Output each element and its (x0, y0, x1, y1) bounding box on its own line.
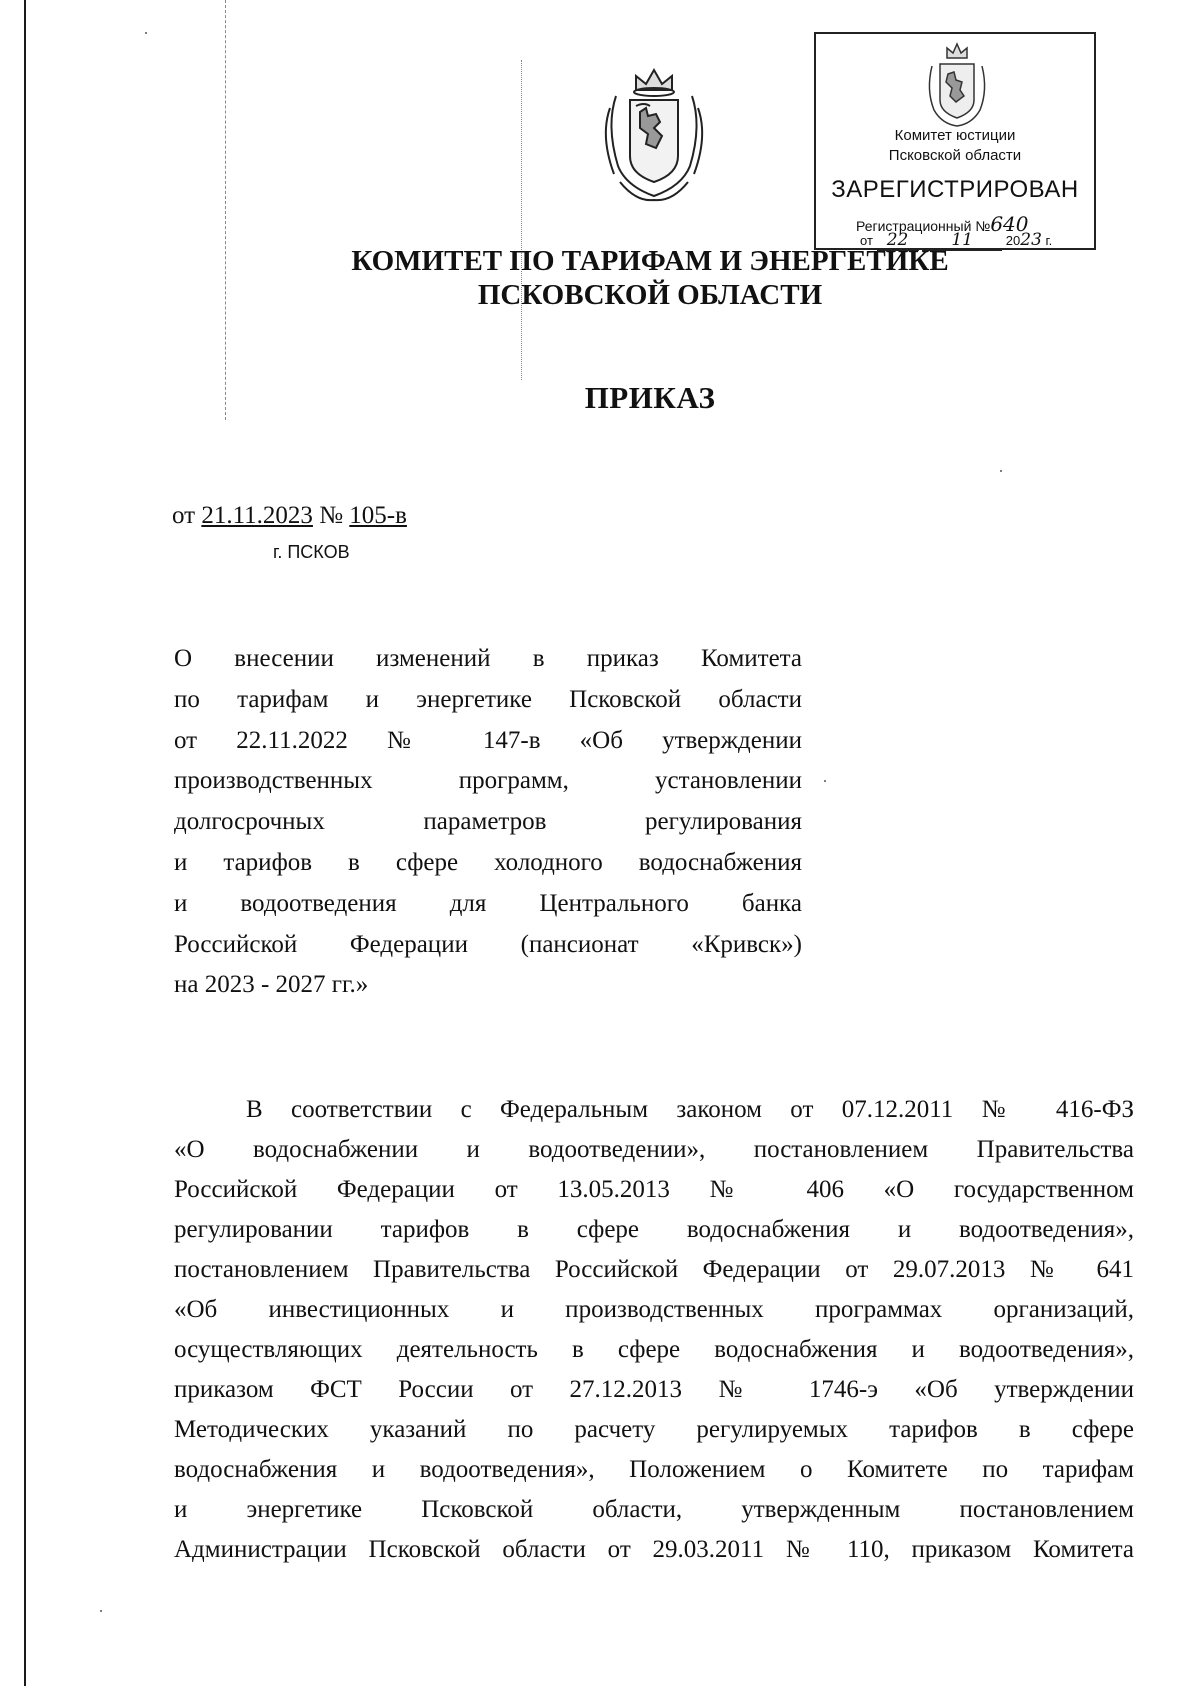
subject-line: производственных программ, установлении (174, 767, 802, 795)
scan-artifact-dotted-line (521, 60, 522, 380)
stamp-date-day: 22 (877, 230, 919, 251)
stamp-date-year-prefix: 20 (1005, 233, 1021, 248)
coat-of-arms-emblem (596, 56, 712, 206)
order-date: 21.11.2023 (201, 502, 313, 529)
scan-speck (100, 1610, 102, 1612)
order-body (174, 1090, 1134, 1570)
body-line: осуществляющих деятельность в сфере водоснабжения и водоотведения», (174, 1336, 1134, 1363)
stamp-org-line-2: Псковской области (888, 147, 1022, 164)
subject-line: на 2023 - 2027 гг.» (174, 971, 369, 999)
subject-line: по тарифам и энергетике Псковской области (174, 685, 802, 713)
stamp-status: ЗАРЕГИСТРИРОВАН (831, 176, 1079, 203)
registration-stamp (814, 32, 1096, 250)
scan-speck (1000, 470, 1002, 472)
committee-name-line-1: КОМИТЕТ ПО ТАРИФАМ И ЭНЕРГЕТИКЕ (351, 245, 949, 277)
body-line: В соответствии с Федеральным законом от 07.12.2011 № 416-ФЗ (246, 1096, 1134, 1123)
body-line: водоснабжения и водоотведения», Положением о Комитете по тарифам (174, 1456, 1134, 1483)
order-city: г. ПСКОВ (273, 542, 350, 562)
subject-line: Российской Федерации (пансионат «Кривск») (174, 930, 802, 958)
subject-line: и тарифов в сфере холодного водоснабжения (174, 848, 802, 876)
order-subject (174, 639, 802, 1006)
order-number: 105-в (349, 502, 407, 529)
stamp-reg-number-value: 640 (990, 212, 1029, 236)
scan-speck (824, 780, 826, 782)
stamp-date-suffix: г. (1045, 233, 1053, 248)
body-line: Методических указаний по расчету регулируемых тарифов в сфере (174, 1416, 1134, 1443)
body-line: приказом ФСТ России от 27.12.2013 № 1746-э «Об утверждении (174, 1376, 1134, 1403)
body-line: «Об инвестиционных и производственных программах организаций, (174, 1296, 1134, 1323)
stamp-date-year: 23 (1020, 230, 1042, 250)
subject-line: от 22.11.2022 № 147-в «Об утверждении (174, 726, 802, 754)
committee-name-line-2: ПСКОВСКОЙ ОБЛАСТИ (477, 279, 823, 311)
subject-line: О внесении изменений в приказ Комитета (174, 645, 802, 672)
subject-line: долгосрочных параметров регулирования (174, 808, 802, 836)
order-date-prefix: от (172, 502, 196, 529)
scan-edge-line (24, 0, 26, 1686)
stamp-date-month: 11 (922, 230, 1002, 251)
subject-line: и водоотведения для Центрального банка (174, 889, 802, 917)
stamp-date-prefix: от (860, 233, 873, 248)
body-line: Российской Федерации от 13.05.2013 № 406 «О государственном (174, 1176, 1134, 1203)
stamp-emblem-icon (922, 40, 992, 130)
scan-artifact-dotted-line (225, 0, 226, 420)
order-number-sign: № (319, 502, 344, 529)
body-line: и энергетике Псковской области, утвержденным постановлением (174, 1496, 1134, 1523)
stamp-reg-number-label: Регистрационный № (856, 218, 991, 234)
body-line: регулировании тарифов в сфере водоснабжения и водоотведения», (174, 1216, 1134, 1243)
document-title: ПРИКАЗ (584, 380, 716, 415)
body-line: «О водоснабжении и водоотведении», постановлением Правительства (174, 1136, 1134, 1163)
stamp-org-line-1: Комитет юстиции (894, 127, 1016, 144)
scan-speck (145, 32, 147, 34)
order-date-number (172, 502, 407, 530)
body-line: Администрации Псковской области от 29.03.2011 № 110, приказом Комитета (174, 1536, 1134, 1563)
body-line: постановлением Правительства Российской Федерации от 29.07.2013 № 641 (174, 1256, 1134, 1283)
